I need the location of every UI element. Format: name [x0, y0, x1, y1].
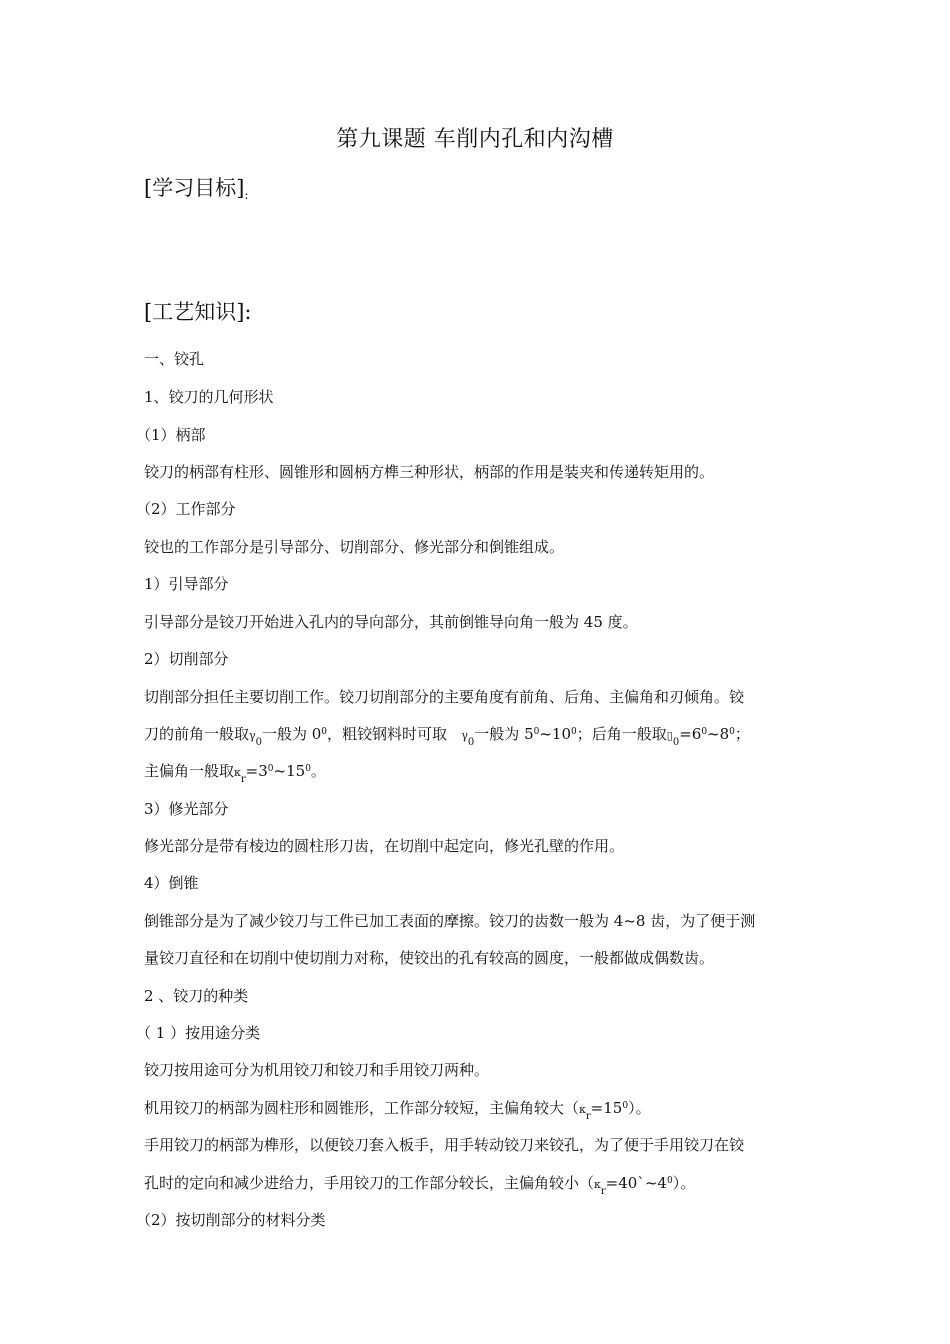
degree-superscript: 0	[666, 1176, 673, 1186]
text-run: ；后角一般取	[576, 725, 667, 743]
gamma-symbol: γ	[461, 729, 468, 742]
objectives-label: [学习目标]	[144, 176, 245, 200]
degree-superscript: 0	[571, 727, 577, 737]
degree-superscript: 0	[267, 764, 274, 774]
text-line: 铰刀按用途可分为机用铰刀和铰刀和手用铰刀两种。	[144, 1061, 490, 1079]
text-line: 修光部分是带有棱边的圆柱形刀齿，在切削中起定向，修光孔壁的作用。	[144, 837, 625, 855]
text-run: 机用铰刀的柄部为圆柱形和圆锥形，工作部分较短，主偏角较大（	[144, 1099, 580, 1117]
objectives-punct: :	[244, 188, 249, 202]
subscript: 0	[255, 737, 262, 748]
subscript: r	[585, 1111, 591, 1122]
text-line: （ 1 ）按用途分类	[136, 1024, 261, 1042]
kappa-symbol: κ	[594, 1178, 601, 1191]
degree-superscript: 0	[729, 727, 735, 737]
kappa-symbol: κ	[579, 1103, 586, 1116]
text-run: 刀的前角一般取	[144, 725, 250, 743]
text-run: 一般为 0	[261, 725, 322, 743]
text-line: （2）按切削部分的材料分类	[136, 1211, 326, 1229]
text-line: 铰也的工作部分是引导部分、切削部分、修光部分和倒锥组成。	[144, 538, 565, 556]
text-line: （1）柄部	[136, 426, 206, 444]
text-line-machine-reamer	[144, 1097, 651, 1122]
text-line-kappa	[144, 760, 326, 785]
subscript: r	[600, 1186, 606, 1197]
text-line: 2）切削部分	[144, 650, 229, 668]
text-run: 一般为 5	[474, 725, 534, 743]
text-line: 量铰刀直径和在切削中使切削力对称，使铰出的孔有较高的圆度，一般都做成偶数齿。	[144, 949, 715, 967]
subscript: 0	[672, 737, 680, 748]
text-line: 4）倒锥	[144, 874, 199, 892]
section-heading-objectives	[144, 172, 248, 202]
text-line: 引导部分是铰刀开始进入孔内的导向部分，其前倒锥导向角一般为 45 度。	[144, 613, 638, 631]
text-line: 一、铰孔	[144, 350, 205, 368]
text-line: 手用铰刀的柄部为榫形，以便铰刀套入板手，用手转动铰刀来铰孔，为了便于手用铰刀在铰	[144, 1136, 745, 1154]
subscript: r	[240, 774, 246, 785]
text-line: （2）工作部分	[136, 500, 236, 518]
degree-superscript: 0	[622, 1101, 629, 1111]
section-heading-knowledge: [工艺知识]:	[144, 300, 252, 324]
text-run: 。	[310, 762, 326, 780]
text-run: ~8	[707, 725, 730, 743]
text-run: 孔时的定向和减少进给力，手用铰刀的工作部分较长，主偏角较小（	[144, 1174, 595, 1192]
text-line: 3）修光部分	[144, 800, 229, 818]
missing-glyph-box: ▯	[666, 729, 673, 742]
text-run: =15	[590, 1099, 623, 1117]
text-run: 主偏角一般取	[144, 762, 235, 780]
page-title: 第九课题 车削内孔和内沟槽	[336, 127, 614, 152]
text-line: 倒锥部分是为了减少铰刀与工件已加工表面的摩擦。铰刀的齿数一般为 4~8 齿，为了便于测	[144, 912, 756, 930]
text-run: ）。	[672, 1174, 696, 1192]
text-line: 1）引导部分	[144, 575, 229, 593]
text-run: ~15	[273, 762, 306, 780]
subscript: 0	[467, 737, 475, 748]
gamma-symbol: γ	[249, 729, 256, 742]
text-line: 2 、铰刀的种类	[144, 987, 249, 1005]
degree-superscript: 0	[701, 727, 708, 737]
text-run: =40`~4	[605, 1174, 667, 1192]
text-line: 1、铰刀的几何形状	[144, 388, 274, 406]
text-line: 切削部分担任主要切削工作。铰刀切削部分的主要角度有前角、后角、主偏角和刃倾角。铰	[144, 688, 745, 706]
text-run: =6	[679, 725, 702, 743]
degree-superscript: 0	[305, 764, 311, 774]
degree-superscript: 0	[321, 727, 328, 737]
degree-superscript: 0	[533, 727, 540, 737]
text-line: 铰刀的柄部有柱形、圆锥形和圆柄方榫三种形状，柄部的作用是装夹和传递转矩用的。	[144, 463, 715, 481]
text-line-angles	[144, 723, 750, 748]
text-run: ）。	[628, 1099, 651, 1117]
text-run: ，粗铰钢料时可取	[327, 725, 448, 743]
text-run: ~10	[539, 725, 571, 743]
kappa-symbol: κ	[234, 766, 241, 779]
text-run: ；	[734, 725, 750, 743]
text-run: =3	[245, 762, 268, 780]
text-line-hand-reamer	[144, 1172, 695, 1197]
